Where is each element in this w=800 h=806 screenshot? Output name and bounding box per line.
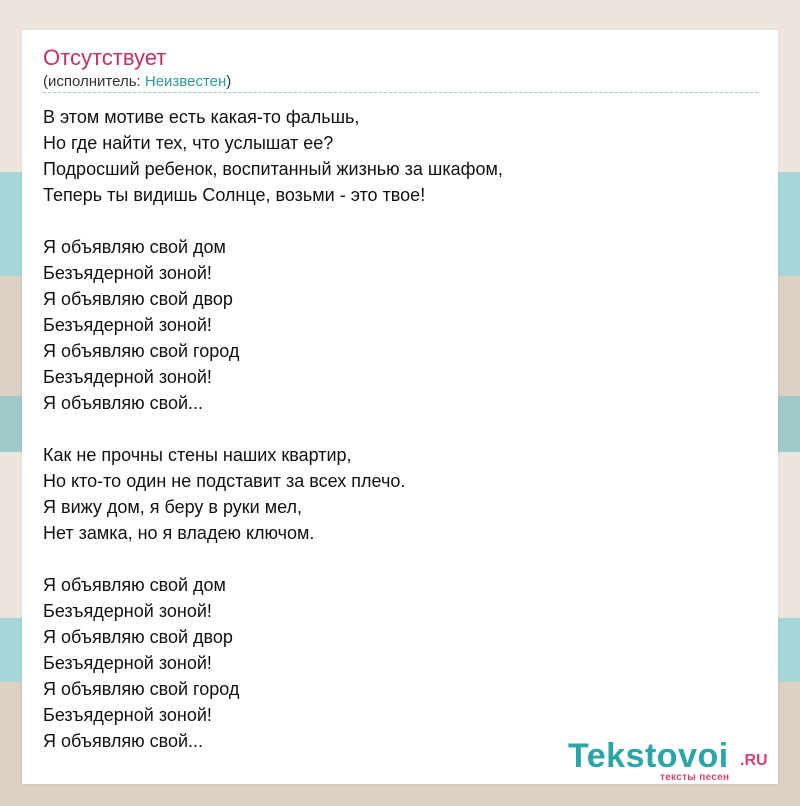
lyric-line: Нет замка, но я владею ключом. bbox=[43, 523, 315, 543]
lyric-line: Безъядерной зоной! bbox=[43, 653, 212, 673]
artist-prefix: (исполнитель: bbox=[43, 73, 145, 90]
logo-domain: .RU bbox=[740, 752, 768, 769]
logo-tagline: тексты песен bbox=[660, 772, 730, 783]
lyric-line: Я объявляю свой дом bbox=[43, 237, 226, 257]
lyric-line: Но где найти тех, что услышат ее? bbox=[43, 133, 334, 153]
lyric-line: Я объявляю свой город bbox=[43, 679, 240, 699]
lyric-line: Подросший ребенок, воспитанный жизнью за шкафом, bbox=[43, 159, 503, 179]
lyric-line: Я объявляю свой двор bbox=[43, 289, 233, 309]
lyric-line: Я объявляю свой город bbox=[43, 341, 240, 361]
artist-suffix: ) bbox=[226, 73, 232, 90]
lyrics-text bbox=[43, 104, 758, 754]
lyric-line: Безъядерной зоной! bbox=[43, 263, 212, 283]
lyric-line: Я объявляю свой двор bbox=[43, 627, 233, 647]
artist-link[interactable]: Неизвестен bbox=[144, 73, 227, 90]
lyric-line: Я объявляю свой... bbox=[43, 393, 204, 413]
artist-line bbox=[43, 73, 231, 91]
logo-wordmark: Tekstovoi bbox=[568, 737, 729, 775]
stanza-gap bbox=[43, 416, 758, 442]
lyric-line: Как не прочны стены наших квартир, bbox=[43, 445, 352, 465]
lyric-line: Безъядерной зоной! bbox=[43, 705, 212, 725]
stanza-gap bbox=[43, 208, 758, 234]
lyric-line: Но кто-то один не подставит за всех плечо. bbox=[43, 471, 406, 491]
lyric-line: Я вижу дом, я беру в руки мел, bbox=[43, 497, 303, 517]
lyric-line: Безъядерной зоной! bbox=[43, 601, 212, 621]
lyric-line: Теперь ты видишь Солнце, возьми - это твое! bbox=[43, 185, 426, 205]
lyric-line: В этом мотиве есть какая-то фальшь, bbox=[43, 107, 360, 127]
lyric-line: Безъядерной зоной! bbox=[43, 315, 212, 335]
lyric-line: Я объявляю свой... bbox=[43, 731, 204, 751]
lyric-line: Я объявляю свой дом bbox=[43, 575, 226, 595]
lyric-line: Безъядерной зоной! bbox=[43, 367, 212, 387]
song-title: Отсутствует bbox=[43, 45, 167, 70]
stanza-gap bbox=[43, 546, 758, 572]
site-logo[interactable] bbox=[568, 738, 778, 782]
title-divider bbox=[43, 92, 758, 93]
lyrics-card bbox=[22, 30, 778, 784]
